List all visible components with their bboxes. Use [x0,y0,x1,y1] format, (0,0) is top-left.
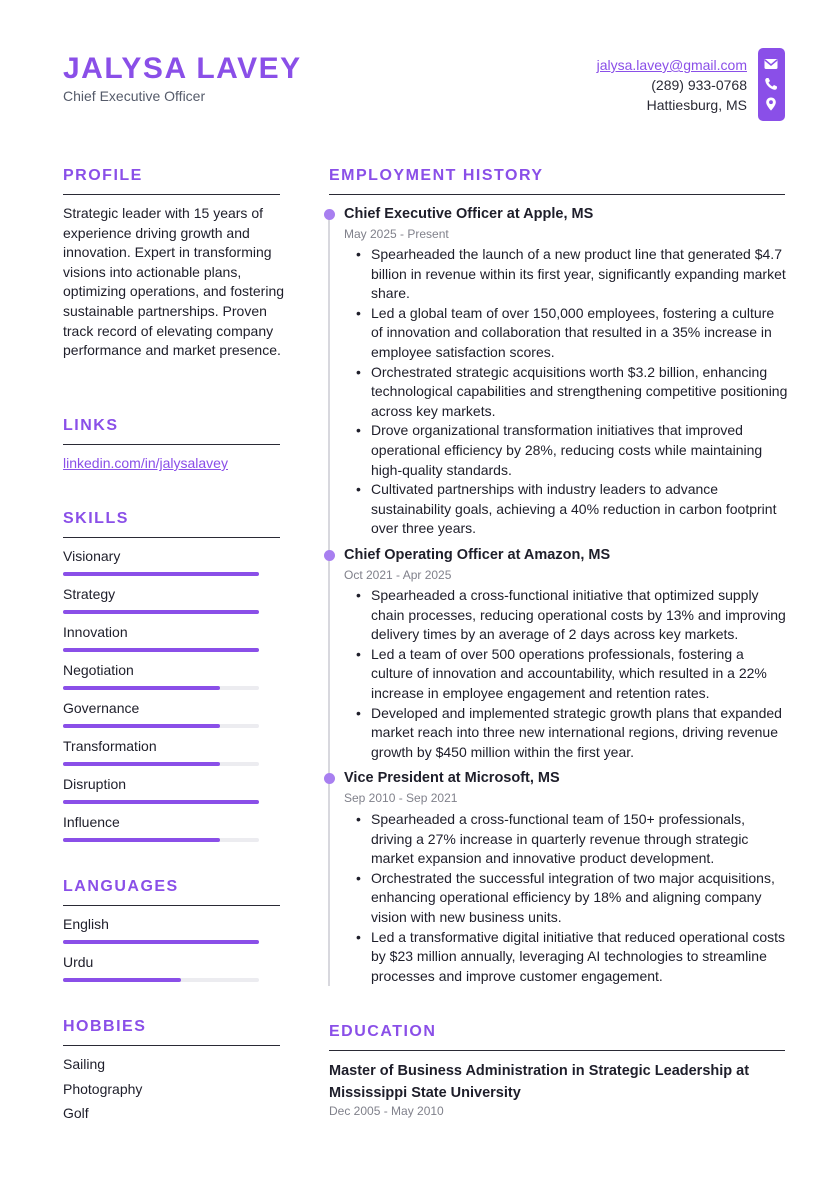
skill-level-fill [63,686,220,690]
hobbies-heading: HOBBIES [63,1019,280,1046]
language-label: Urdu [63,954,94,970]
skill-label: Governance [63,700,140,716]
job-bullet: • Cultivated partnerships with industry leaders to advance sustainability goals, achieving a 40% reduction in carbon footprint over three years. [356,480,788,539]
profile-heading: PROFILE [63,168,280,195]
location: Hattiesburg, MS [646,97,747,113]
hobby-item: Photography [63,1081,143,1097]
phone-icon [763,76,779,92]
job-date: Sep 2010 - Sep 2021 [344,791,458,805]
job-bullets [356,586,788,762]
hobby-item: Golf [63,1105,89,1121]
job-bullet: • Spearheaded a cross-functional initiative that optimized supply chain processes, reducing operational costs by 13% and improving delivery times by an average of 2 days across key markets. [356,586,788,645]
phone-number: (289) 933-0768 [651,77,747,93]
job-bullet: • Led a global team of over 150,000 employees, fostering a culture of innovation and collaboration that resulted in a 35% increase in employee satisfaction scores. [356,304,788,363]
links-heading: LINKS [63,418,280,445]
language-level-fill [63,978,181,982]
job-bullet: • Led a transformative digital initiative that reduced operational costs by $23 million annually, leveraging AI technologies to streamline processes and improve customer engagement. [356,928,788,987]
linkedin-link[interactable]: linkedin.com/in/jalysalavey [63,455,228,471]
job-bullet: • Spearheaded the launch of a new product line that generated $4.7 billion in revenue within its first year, significantly expanding market share. [356,245,788,304]
contact-info [597,55,747,115]
email-link[interactable]: jalysa.lavey@gmail.com [596,57,747,73]
job-title: Chief Operating Officer at Amazon, MS [344,547,611,563]
employment-heading: EMPLOYMENT HISTORY [329,168,785,195]
hobby-item: Sailing [63,1056,106,1072]
job-bullet: • Developed and implemented strategic growth plans that expanded market reach into three new international regions, driving revenue growth by $450 million within the first year. [356,704,788,763]
language-label: English [63,916,109,932]
envelope-icon [763,56,779,72]
skill-level-fill [63,610,259,614]
profile-summary: Strategic leader with 15 years of experience driving growth and innovation. Expert in transforming visions into actionable plans, optimizing operations, and fostering sustainable partnerships. Proven track record of elevating company performance and market presence. [63,205,285,359]
language-level-fill [63,940,259,944]
skill-level-fill [63,724,220,728]
skill-level-fill [63,572,259,576]
skill-level-fill [63,762,220,766]
skill-level-bar [63,610,259,614]
skill-level-bar [63,800,259,804]
education-degree: Master of Business Administration in Strategic Leadership at Mississippi State University [329,1063,750,1101]
job-date: Oct 2021 - Apr 2025 [344,568,452,582]
skill-label: Transformation [63,738,157,754]
language-level-bar [63,978,259,982]
skill-label: Visionary [63,548,121,564]
skill-level-bar [63,648,259,652]
job-bullet: • Orchestrated the successful integration of two major acquisitions, enhancing operational efficiency by 18% and aligning company vision with new business units. [356,869,788,928]
skill-level-bar [63,838,259,842]
skill-level-bar [63,572,259,576]
job-date: May 2025 - Present [344,227,449,241]
skill-level-fill [63,648,259,652]
languages-heading: LANGUAGES [63,879,280,906]
skill-label: Disruption [63,776,127,792]
job-title: Vice President at Microsoft, MS [344,770,560,786]
skill-level-fill [63,800,259,804]
timeline-dot [324,773,335,784]
skill-level-bar [63,762,259,766]
timeline-dot [324,209,335,220]
job-bullets [356,245,788,539]
skills-heading: SKILLS [63,511,280,538]
education-date: Dec 2005 - May 2010 [329,1104,444,1118]
timeline-dot [324,550,335,561]
education-heading: EDUCATION [329,1024,785,1051]
language-level-bar [63,940,259,944]
job-title: Chief Executive Officer at Apple, MS [344,206,594,222]
job-bullets [356,810,788,986]
job-bullet: • Spearheaded a cross-functional team of 150+ professionals, driving a 27% increase in quarterly revenue through strategic market expansion and innovative product development. [356,810,788,869]
job-bullet: • Drove organizational transformation initiatives that improved operational efficiency by 28%, reducing costs while maintaining high-quality standards. [356,421,788,480]
candidate-name: JALYSA LAVEY [63,52,302,85]
candidate-title: Chief Executive Officer [63,88,206,104]
timeline-line [328,214,330,986]
skill-level-fill [63,838,220,842]
job-bullet: • Orchestrated strategic acquisitions worth $3.2 billion, enhancing technological capabilities and strengthening competitive positioning across key markets. [356,363,788,422]
skill-level-bar [63,686,259,690]
skill-level-bar [63,724,259,728]
location-pin-icon [763,96,779,112]
skill-label: Innovation [63,624,128,640]
skill-label: Strategy [63,586,116,602]
job-bullet: • Led a team of over 500 operations professionals, fostering a culture of innovation and accountability, which resulted in a 22% increase in employee engagement and retention rates. [356,645,788,704]
skill-label: Influence [63,814,120,830]
skill-label: Negotiation [63,662,134,678]
